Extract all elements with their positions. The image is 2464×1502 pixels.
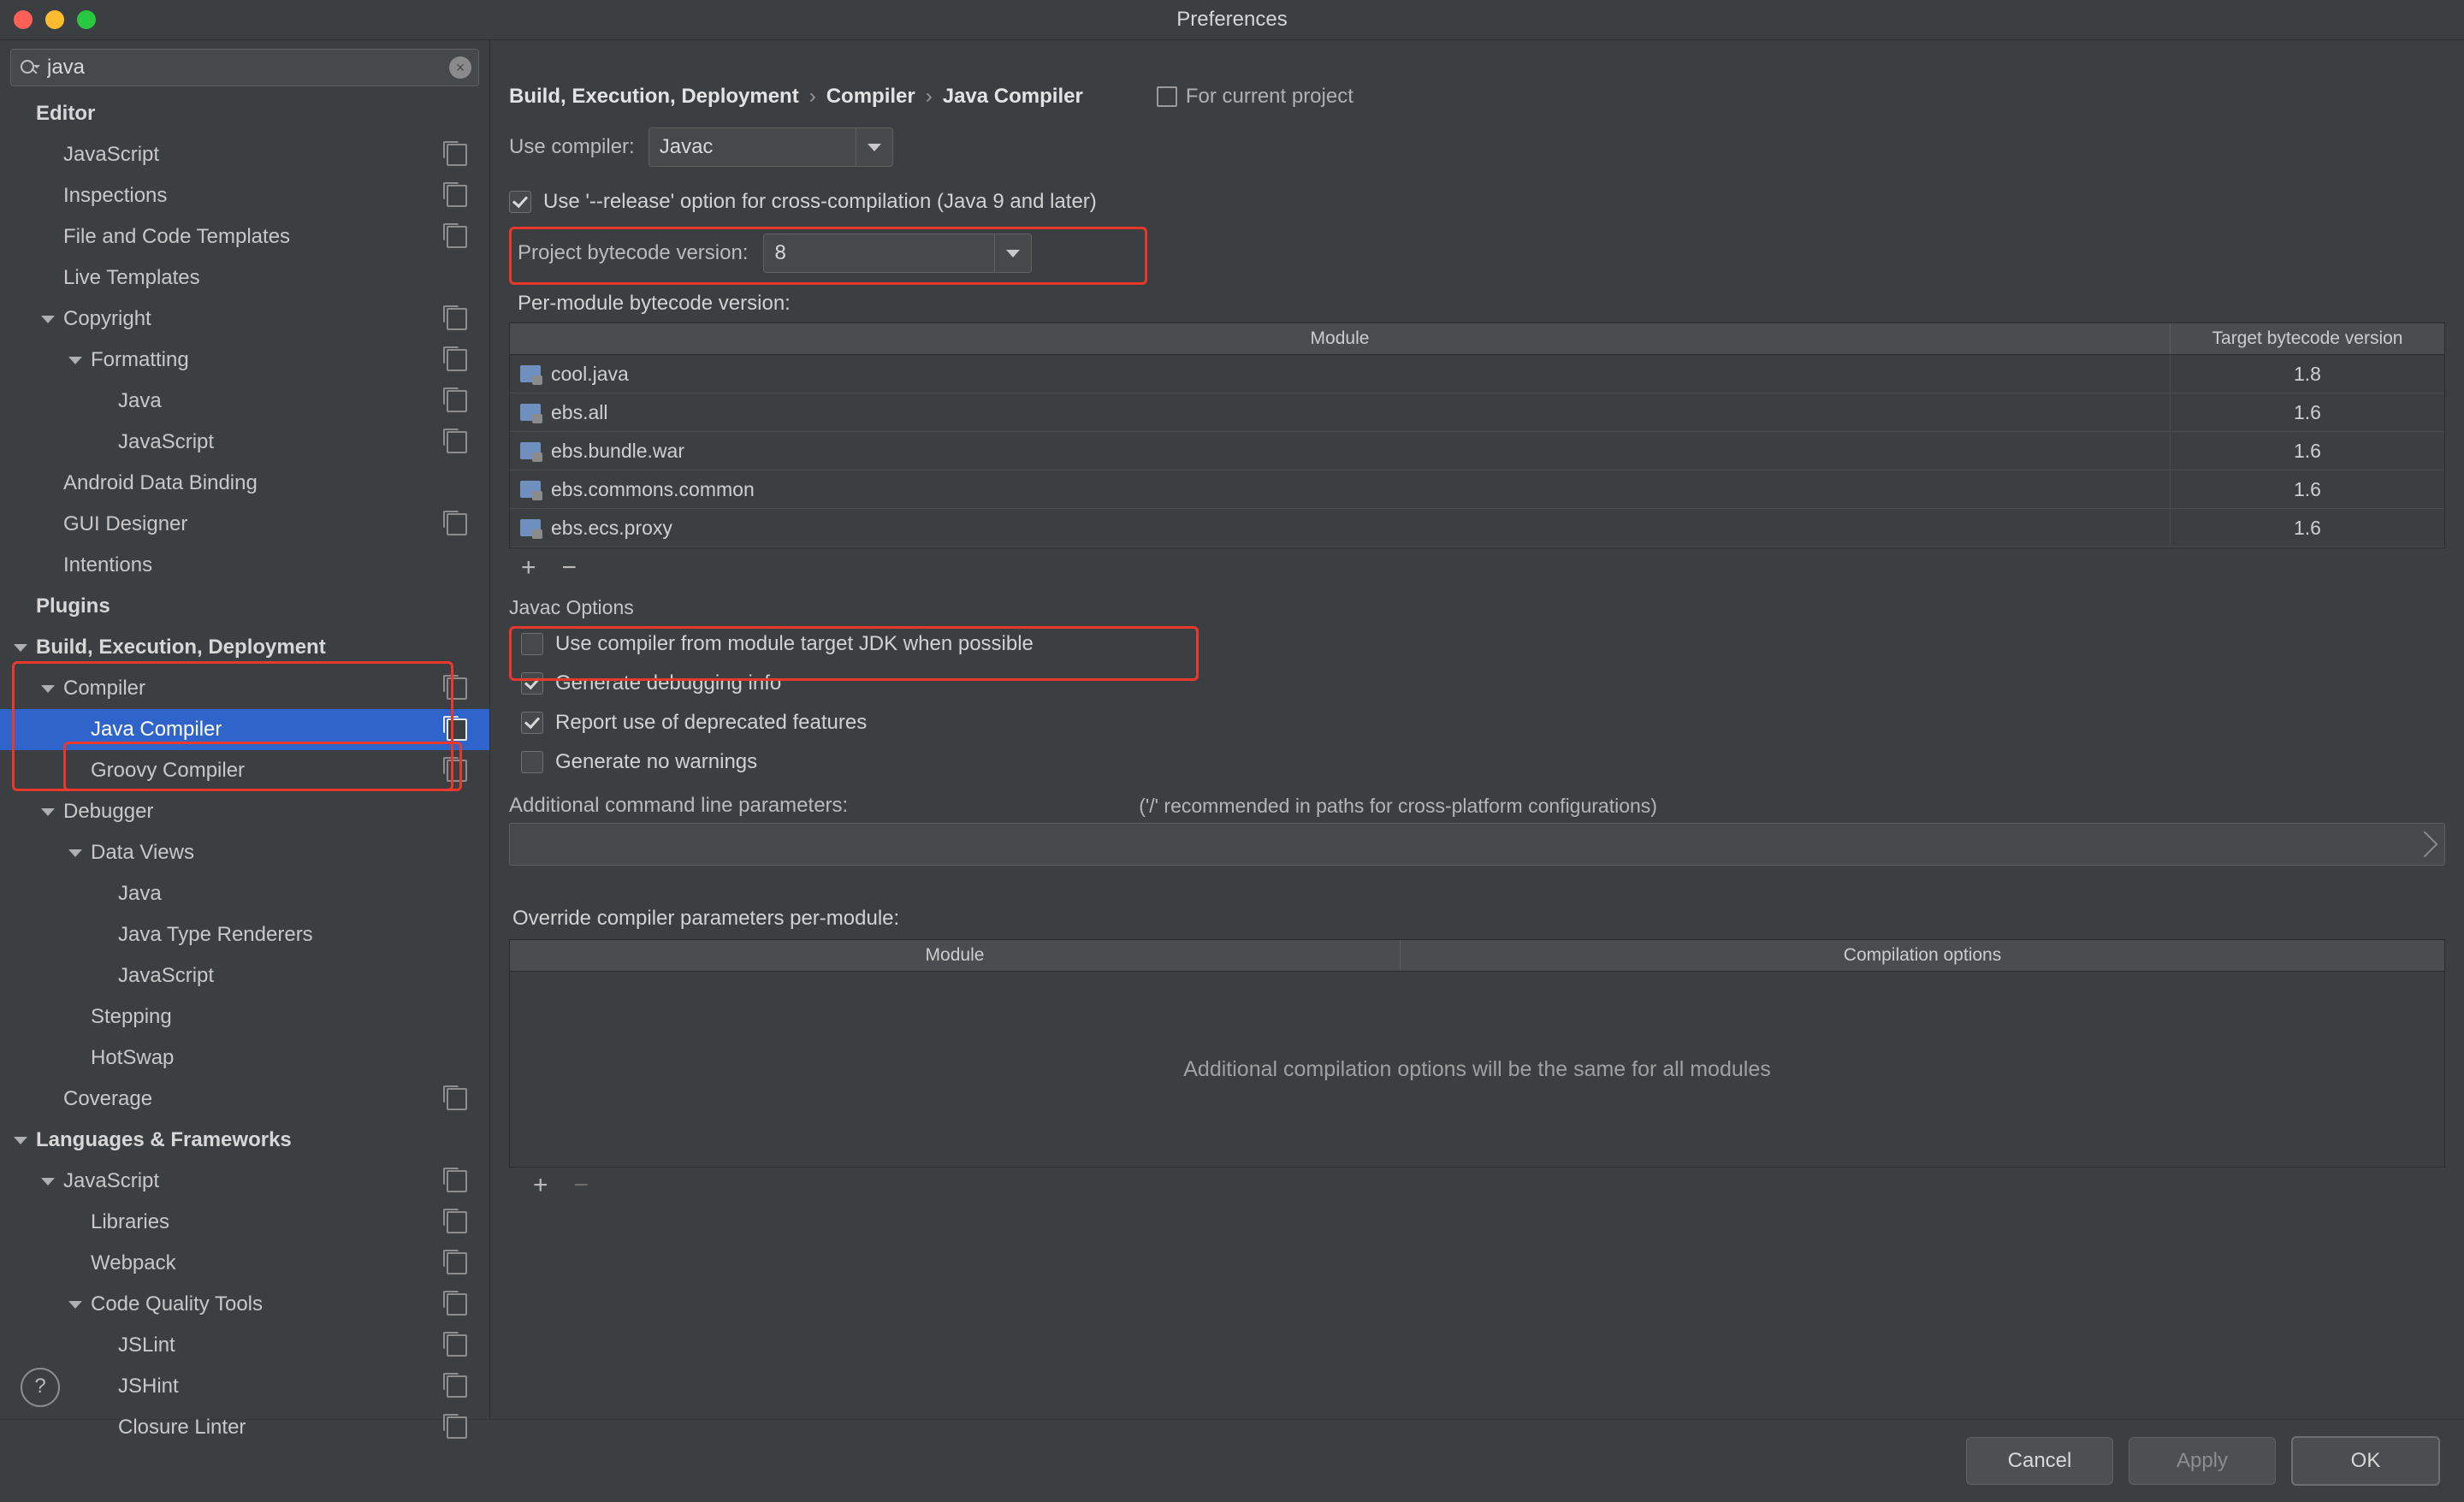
cancel-button[interactable]: Cancel	[1966, 1437, 2113, 1485]
project-bytecode-select[interactable]	[763, 234, 1032, 273]
sidebar-item-live-templates[interactable]	[0, 257, 489, 299]
add-override-button[interactable]: +	[533, 1171, 548, 1199]
module-cell	[510, 509, 2171, 547]
column-header-target: Target bytecode version	[2212, 328, 2403, 348]
module-name: cool.java	[551, 362, 629, 385]
add-module-button[interactable]: +	[521, 553, 536, 582]
apply-button[interactable]: Apply	[2129, 1437, 2276, 1485]
expand-icon[interactable]	[2411, 831, 2437, 857]
chevron-down-icon[interactable]	[68, 357, 82, 364]
copy-settings-icon[interactable]	[447, 1088, 467, 1110]
sidebar-item-libraries[interactable]	[0, 1202, 489, 1243]
chevron-down-icon[interactable]	[68, 849, 82, 857]
copy-settings-icon[interactable]	[447, 308, 467, 330]
target-bytecode-cell[interactable]: 1.6	[2294, 439, 2321, 462]
copy-settings-icon[interactable]	[447, 1252, 467, 1274]
sidebar-item-javascript[interactable]	[0, 1161, 489, 1202]
copy-settings-icon[interactable]	[447, 1416, 467, 1439]
sidebar-item-webpack[interactable]	[0, 1243, 489, 1284]
settings-sidebar	[0, 40, 490, 1439]
sidebar-item-javascript[interactable]	[0, 422, 489, 463]
breadcrumb-item-build[interactable]: Build, Execution, Deployment	[509, 85, 799, 108]
override-table-toolbar	[509, 1168, 2445, 1198]
sidebar-item-jslint[interactable]	[0, 1325, 489, 1366]
sidebar-item-label: Build, Execution, Deployment	[36, 636, 326, 659]
sidebar-item-label: Java	[118, 882, 162, 905]
breadcrumb-separator: ›	[925, 85, 933, 108]
copy-settings-icon[interactable]	[447, 1170, 467, 1192]
release-option-label: Use '--release' option for cross-compilation (Java 9 and later)	[543, 190, 1097, 213]
copy-settings-icon[interactable]	[447, 677, 467, 700]
remove-override-button: −	[573, 1171, 589, 1199]
javac-option-checkbox[interactable]	[521, 712, 543, 734]
table-body	[510, 355, 2444, 547]
table-header	[510, 323, 2444, 355]
sidebar-item-hotswap[interactable]	[0, 1038, 489, 1079]
module-cell	[510, 470, 2171, 508]
javac-option-label: Report use of deprecated features	[555, 711, 868, 734]
copy-settings-icon[interactable]	[447, 1293, 467, 1316]
chevron-down-icon[interactable]	[68, 1301, 82, 1309]
javac-option-checkbox[interactable]	[521, 633, 543, 655]
sidebar-item-closure-linter[interactable]	[0, 1407, 489, 1448]
scope-label: For current project	[1185, 85, 1353, 108]
chevron-down-icon[interactable]	[41, 685, 55, 693]
sidebar-item-build-execution-deployment[interactable]	[0, 627, 489, 668]
target-bytecode-cell[interactable]: 1.6	[2294, 477, 2321, 500]
sidebar-item-groovy-compiler[interactable]	[0, 750, 489, 791]
module-icon	[520, 481, 541, 498]
javac-options-title: Javac Options	[509, 596, 634, 618]
module-cell	[510, 355, 2171, 393]
release-option-row[interactable]	[509, 182, 2445, 222]
window-body	[0, 40, 2464, 1439]
release-option-checkbox[interactable]	[509, 191, 531, 213]
target-bytecode-cell[interactable]: 1.6	[2294, 400, 2321, 423]
sidebar-item-label: Stepping	[91, 1005, 172, 1028]
chevron-down-icon[interactable]	[14, 1137, 27, 1144]
javac-option-label: Use compiler from module target JDK when possible	[555, 632, 1034, 655]
javac-option-label: Generate debugging info	[555, 671, 782, 695]
table-row[interactable]	[510, 432, 2444, 470]
override-params-label: Override compiler parameters per-module:	[512, 907, 900, 930]
sidebar-item-label: Inspections	[63, 184, 168, 207]
sidebar-item-formatting[interactable]	[0, 340, 489, 381]
javac-option-checkbox[interactable]	[521, 751, 543, 773]
copy-settings-icon[interactable]	[447, 144, 467, 166]
breadcrumb-separator: ›	[808, 85, 816, 108]
target-bytecode-cell[interactable]: 1.6	[2294, 516, 2321, 539]
scope-indicator	[1157, 85, 1353, 109]
sidebar-item-editor[interactable]	[0, 93, 489, 134]
additional-params-row	[509, 782, 2445, 823]
breadcrumb-item-java-compiler: Java Compiler	[942, 85, 1083, 108]
sidebar-item-label: Data Views	[91, 841, 194, 864]
module-icon	[520, 442, 541, 459]
sidebar-item-label: Android Data Binding	[63, 471, 258, 494]
override-params-table	[509, 939, 2445, 1168]
titlebar	[0, 0, 2464, 40]
additional-params-input[interactable]	[509, 823, 2445, 866]
sidebar-item-jshint[interactable]	[0, 1366, 489, 1407]
sidebar-item-label: JavaScript	[63, 1169, 160, 1192]
chevron-down-icon[interactable]	[41, 316, 55, 323]
copy-settings-icon[interactable]	[447, 431, 467, 453]
sidebar-item-languages-frameworks[interactable]	[0, 1120, 489, 1161]
sidebar-item-data-views[interactable]	[0, 832, 489, 873]
settings-main-panel	[490, 40, 2464, 1419]
chevron-down-icon[interactable]	[994, 234, 1031, 272]
target-bytecode-cell[interactable]: 1.8	[2294, 362, 2321, 385]
copy-settings-icon[interactable]	[447, 185, 467, 207]
override-column-module: Module	[510, 940, 1401, 971]
sidebar-item-label: Live Templates	[63, 266, 200, 289]
module-icon	[520, 404, 541, 421]
sidebar-item-stepping[interactable]	[0, 996, 489, 1038]
sidebar-item-label: GUI Designer	[63, 512, 188, 535]
module-table-toolbar	[509, 548, 2445, 586]
sidebar-item-label: Formatting	[91, 348, 189, 371]
per-module-bytecode-label: Per-module bytecode version:	[518, 292, 791, 315]
breadcrumb-item-compiler[interactable]: Compiler	[826, 85, 915, 108]
sidebar-item-compiler[interactable]	[0, 668, 489, 709]
sidebar-item-label: Java Compiler	[91, 718, 222, 741]
sidebar-item-label: HotSwap	[91, 1046, 175, 1069]
override-table-header	[510, 940, 2444, 972]
table-row[interactable]	[510, 509, 2444, 547]
chevron-down-icon[interactable]	[14, 644, 27, 652]
use-compiler-select[interactable]	[649, 127, 893, 167]
javac-option-row[interactable]	[509, 703, 2445, 742]
sidebar-item-label: Libraries	[91, 1210, 170, 1233]
sidebar-item-android-data-binding[interactable]	[0, 463, 489, 504]
javac-option-row[interactable]	[509, 624, 2445, 664]
chevron-down-icon[interactable]	[856, 128, 892, 166]
sidebar-item-label: JavaScript	[63, 143, 160, 166]
sidebar-item-label: Coverage	[63, 1087, 153, 1110]
sidebar-item-label: Java	[118, 389, 162, 412]
sidebar-item-code-quality-tools[interactable]	[0, 1284, 489, 1325]
override-column-options: Compilation options	[1843, 945, 2002, 965]
sidebar-item-label: JSHint	[118, 1375, 179, 1398]
sidebar-item-label: Code Quality Tools	[91, 1292, 263, 1316]
sidebar-item-label: Webpack	[91, 1251, 176, 1274]
module-name: ebs.commons.common	[551, 477, 755, 500]
override-empty-message: Additional compilation options will be the same for all modules	[1183, 1056, 1771, 1081]
sidebar-item-file-and-code-templates[interactable]	[0, 216, 489, 257]
module-cell	[510, 432, 2171, 470]
table-row[interactable]	[510, 393, 2444, 432]
module-icon	[520, 365, 541, 382]
column-header-module: Module	[510, 323, 2171, 354]
project-bytecode-label: Project bytecode version:	[518, 241, 749, 264]
additional-params-label: Additional command line parameters:	[509, 794, 849, 817]
javac-options-group	[509, 596, 2445, 866]
sidebar-item-java[interactable]	[0, 873, 489, 914]
sidebar-item-label: JavaScript	[118, 964, 215, 987]
additional-params-hint: ('/' recommended in paths for cross-platform configurations)	[1139, 794, 1657, 817]
breadcrumb	[509, 40, 2445, 127]
sidebar-item-label: File and Code Templates	[63, 225, 291, 248]
sidebar-item-plugins[interactable]	[0, 586, 489, 627]
copy-settings-icon[interactable]	[447, 718, 467, 741]
sidebar-item-inspections[interactable]	[0, 175, 489, 216]
sidebar-item-label: Copyright	[63, 307, 151, 330]
chevron-down-icon[interactable]	[41, 1178, 55, 1186]
table-row[interactable]	[510, 470, 2444, 509]
sidebar-item-label: JSLint	[118, 1333, 175, 1357]
sidebar-item-label: Closure Linter	[118, 1416, 246, 1439]
remove-module-button[interactable]: −	[561, 553, 578, 582]
sidebar-item-label: Java Type Renderers	[118, 923, 313, 946]
copy-settings-icon[interactable]	[447, 513, 467, 535]
copy-settings-icon[interactable]	[447, 349, 467, 371]
copy-settings-icon[interactable]	[447, 1211, 467, 1233]
sidebar-item-label: Intentions	[63, 553, 153, 577]
project-bytecode-value: 8	[774, 241, 786, 264]
module-name: ebs.bundle.war	[551, 439, 684, 462]
sidebar-item-label: Editor	[36, 102, 96, 125]
chevron-down-icon[interactable]	[41, 808, 55, 816]
javac-option-row[interactable]	[509, 664, 2445, 703]
sidebar-item-label: Plugins	[36, 594, 110, 618]
settings-tree[interactable]	[0, 93, 489, 1448]
copy-settings-icon[interactable]	[447, 1334, 467, 1357]
javac-option-label: Generate no warnings	[555, 750, 758, 773]
project-scope-icon	[1157, 86, 1177, 107]
project-bytecode-row	[509, 222, 2445, 281]
table-row[interactable]	[510, 355, 2444, 393]
sidebar-item-javascript[interactable]	[0, 955, 489, 996]
module-name: ebs.ecs.proxy	[551, 516, 672, 539]
sidebar-item-java[interactable]	[0, 381, 489, 422]
search-box[interactable]	[10, 49, 479, 86]
module-name: ebs.all	[551, 400, 608, 423]
use-compiler-label: Use compiler:	[509, 135, 635, 158]
sidebar-item-intentions[interactable]	[0, 545, 489, 586]
sidebar-item-java-type-renderers[interactable]	[0, 914, 489, 955]
copy-settings-icon[interactable]	[447, 760, 467, 782]
help-button[interactable]: ?	[21, 1368, 60, 1407]
javac-option-checkbox[interactable]	[521, 672, 543, 695]
copy-settings-icon[interactable]	[447, 1375, 467, 1398]
search-icon	[18, 56, 40, 79]
search-input[interactable]	[47, 56, 442, 80]
copy-settings-icon[interactable]	[447, 226, 467, 248]
ok-button[interactable]: OK	[2291, 1436, 2440, 1486]
use-compiler-row	[509, 127, 2445, 182]
sidebar-item-label: Languages & Frameworks	[36, 1128, 292, 1151]
clear-icon[interactable]: ×	[449, 56, 471, 79]
sidebar-item-javascript[interactable]	[0, 134, 489, 175]
javac-options-checkboxes	[509, 624, 2445, 782]
module-icon	[520, 519, 541, 536]
per-module-bytecode-table	[509, 322, 2445, 548]
sidebar-item-label: Groovy Compiler	[91, 759, 246, 782]
module-cell	[510, 393, 2171, 431]
use-compiler-value: Javac	[659, 135, 714, 158]
sidebar-item-coverage[interactable]	[0, 1079, 489, 1120]
sidebar-item-gui-designer[interactable]	[0, 504, 489, 545]
javac-option-row[interactable]	[509, 742, 2445, 782]
sidebar-item-debugger[interactable]	[0, 791, 489, 832]
sidebar-item-java-compiler[interactable]	[0, 709, 489, 750]
window-title: Preferences	[1176, 8, 1288, 31]
copy-settings-icon[interactable]	[447, 390, 467, 412]
search-container	[0, 40, 489, 93]
sidebar-item-label: Debugger	[63, 800, 154, 823]
sidebar-item-copyright[interactable]	[0, 299, 489, 340]
sidebar-item-label: JavaScript	[118, 430, 215, 453]
sidebar-item-label: Compiler	[63, 677, 146, 700]
